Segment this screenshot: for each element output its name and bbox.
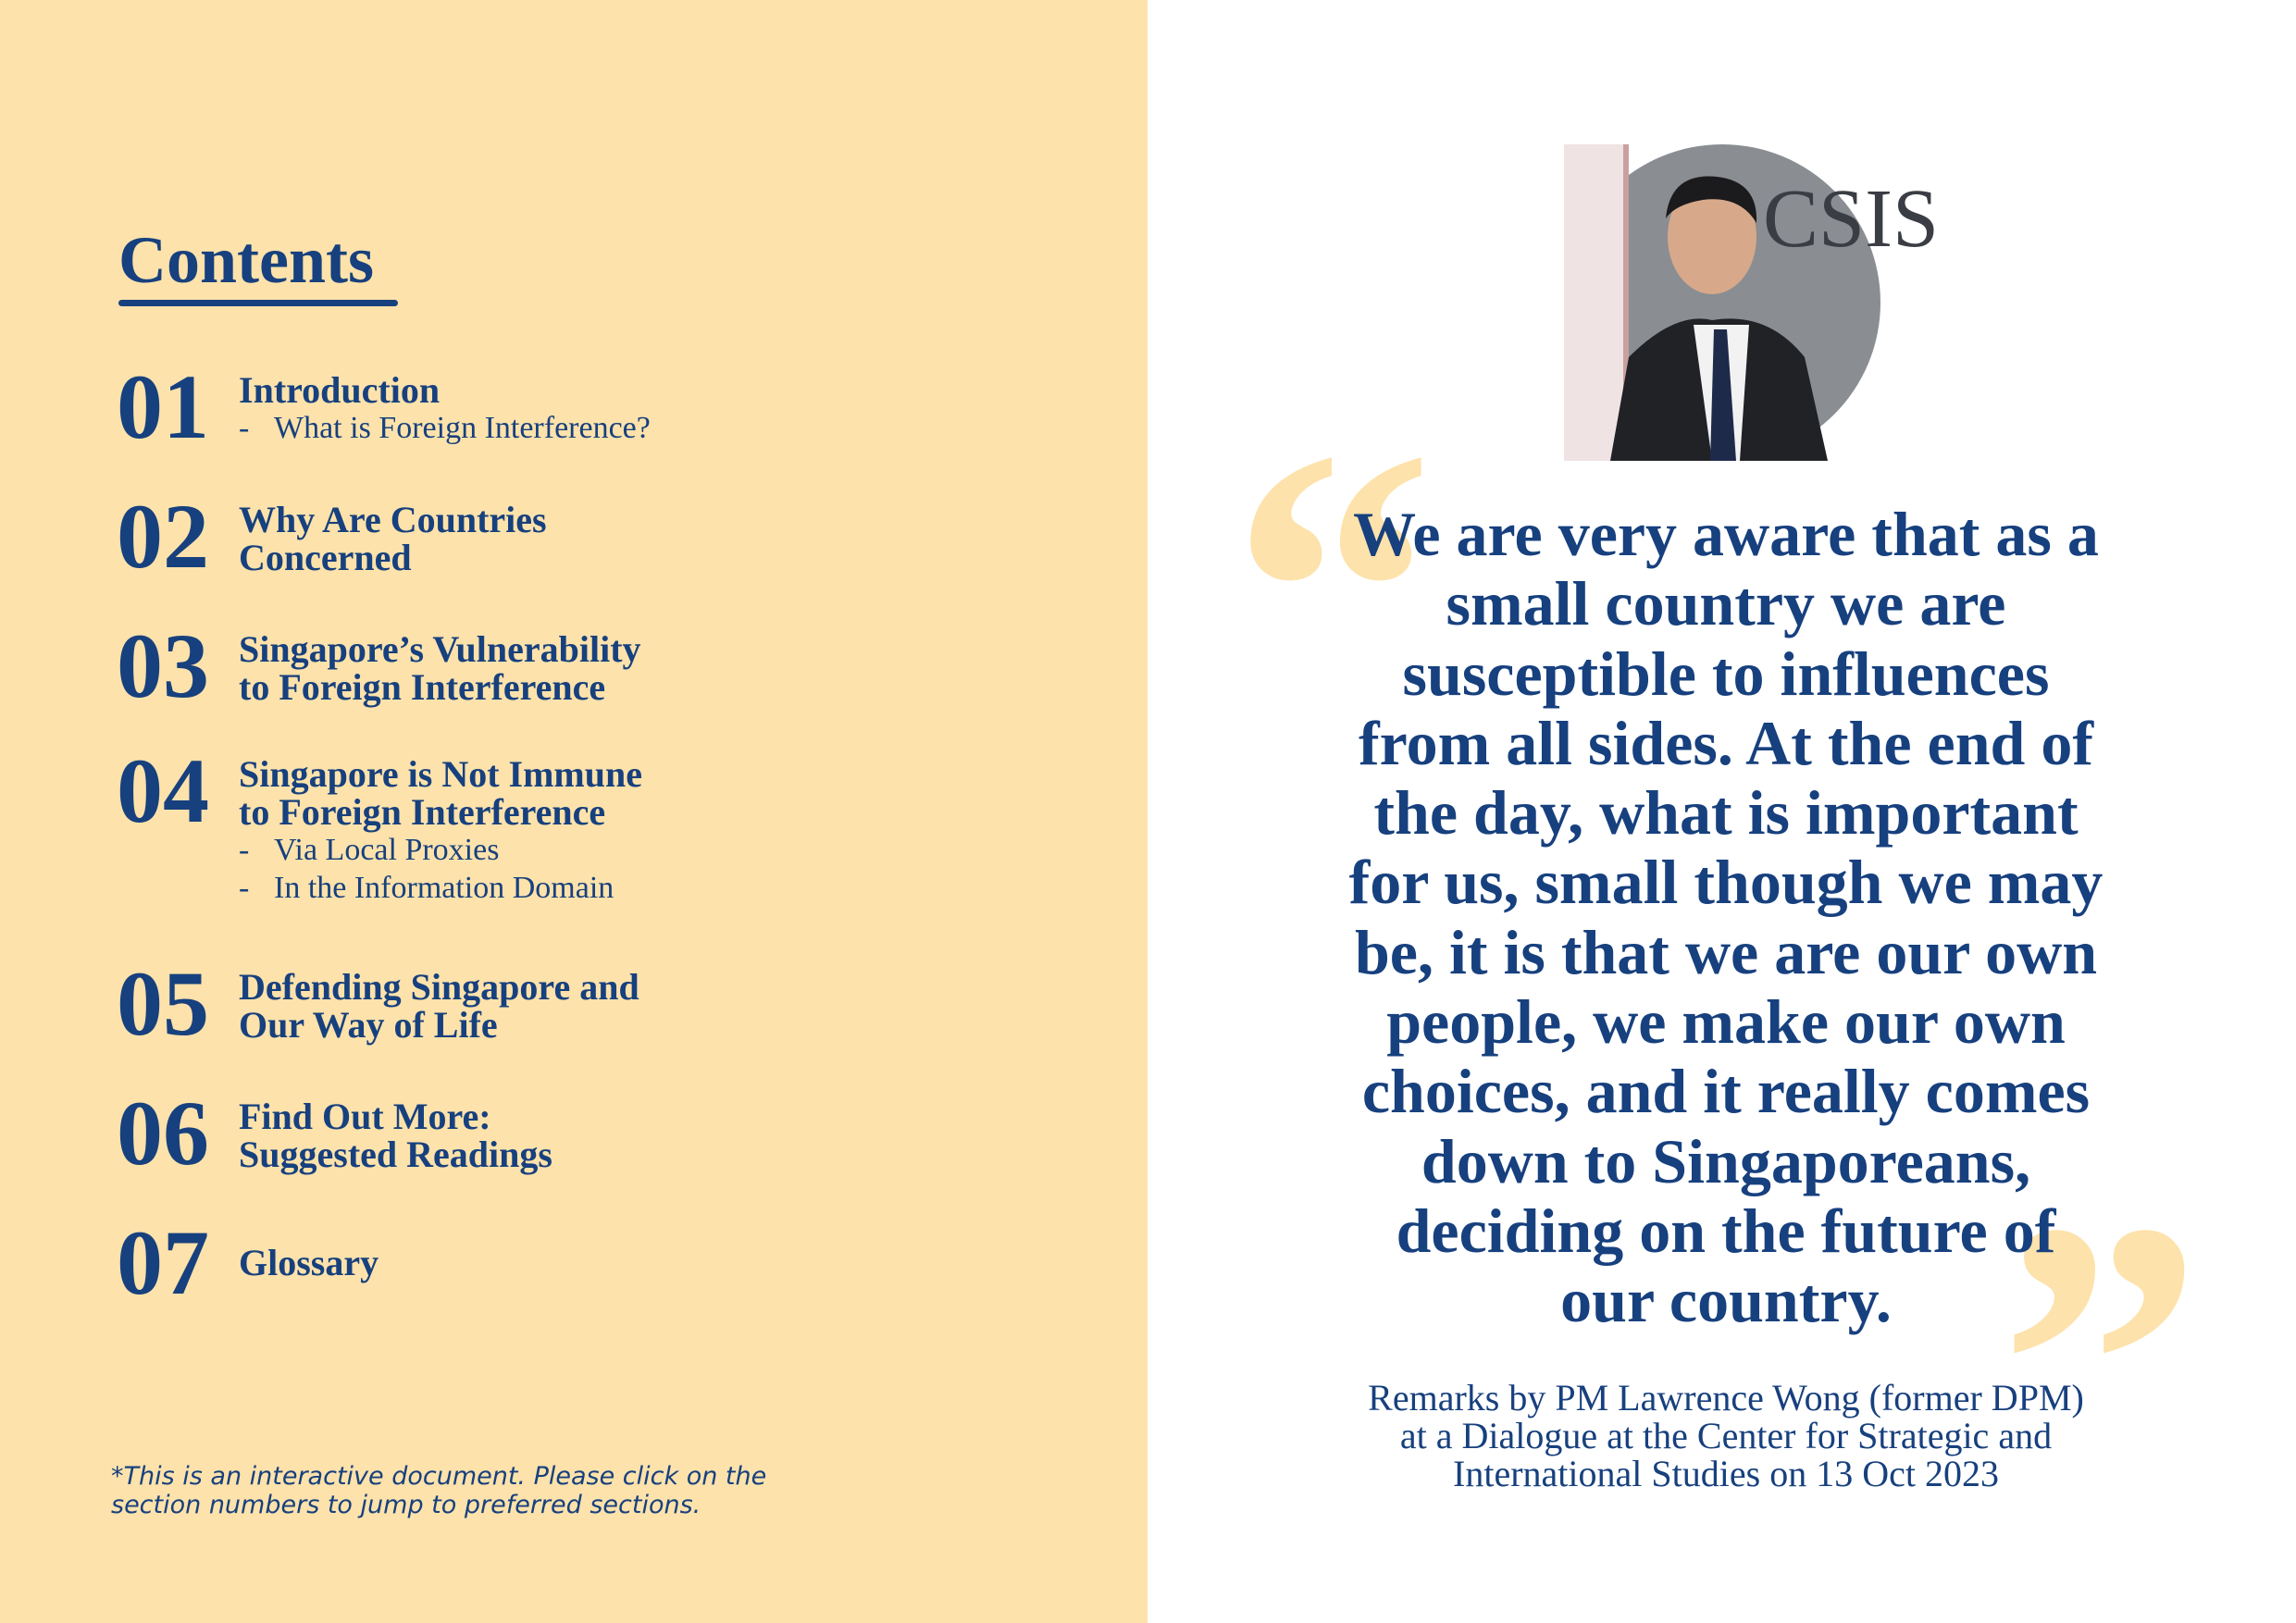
quote-line: down to Singaporeans, [1421,1125,2031,1196]
toc-entry-06[interactable] [117,1082,552,1184]
close-quote-mark: ” [1999,1139,2203,1590]
subsection-label: Via Local Proxies [274,833,500,867]
toc-entry-03[interactable] [117,614,641,717]
quote-line: the day, what is important [1373,777,2079,849]
section-title: Defending Singapore and Our Way of Life [239,966,639,1046]
subsection-label: In the Information Domain [274,871,614,905]
toc-entry-02[interactable] [117,485,547,588]
dash: - [239,871,250,905]
quote-line: for us, small though we may [1348,847,2104,918]
section-title: Why Are Countries Concerned [239,499,547,578]
quote-line: people, we make our own [1386,986,2066,1058]
section-title: Glossary [239,1242,379,1283]
open-quote-mark: “ [1231,366,1434,817]
section-number[interactable]: 02 [117,485,209,588]
toc-entry-01[interactable] [117,355,651,458]
subsection-item [239,831,642,869]
subsection-item [239,869,642,907]
toc-entry-07[interactable] [117,1211,379,1314]
backdrop-logo: CSIS [1763,173,1940,265]
section-number[interactable]: 06 [117,1082,209,1184]
section-number[interactable]: 04 [117,739,209,842]
dash: - [239,833,250,867]
section-number[interactable]: 07 [117,1211,209,1314]
quote-attribution [1240,1379,2212,1493]
quote-text [1240,500,2212,1336]
toc-entry-04[interactable] [117,739,642,907]
section-title: Singapore’s Vulnerability to Foreign Interference [239,628,641,708]
speaker-photo [1564,144,1940,461]
subsection-item [239,409,651,447]
quote-line: susceptible to influences [1402,638,2050,709]
quote-line: We are very aware that as a [1353,499,2099,569]
attribution-line: Remarks by PM Lawrence Wong (former DPM) [1368,1377,2084,1419]
quote-line: our country. [1560,1265,1892,1336]
quote-line: deciding on the future of [1396,1195,2056,1266]
quote-line: small country we are [1446,568,2006,639]
subsection-label: What is Foreign Interference? [274,411,651,445]
dash: - [239,411,250,445]
section-number[interactable]: 01 [117,355,209,458]
contents-title: Contents [118,223,375,297]
quote-line: be, it is that we are our own [1354,916,2098,987]
section-title: Find Out More: Suggested Readings [239,1096,552,1175]
title-underline [118,300,398,306]
section-title: Introduction [239,369,441,411]
attribution-line: at a Dialogue at the Center for Strategic and [1399,1415,2053,1456]
section-number[interactable]: 03 [117,614,209,717]
section-number[interactable]: 05 [117,952,209,1055]
quote-line: choices, and it really comes [1361,1056,2091,1127]
toc-entry-05[interactable] [117,952,639,1055]
quote-line: from all sides. At the end of [1359,707,2093,778]
attribution-line: International Studies on 13 Oct 2023 [1453,1453,1999,1494]
interactive-note: *This is an interactive document. Please click on the section numbers to jump to preferred sections. [111,1462,767,1519]
section-title: Singapore is Not Immune to Foreign Interference [239,753,642,833]
